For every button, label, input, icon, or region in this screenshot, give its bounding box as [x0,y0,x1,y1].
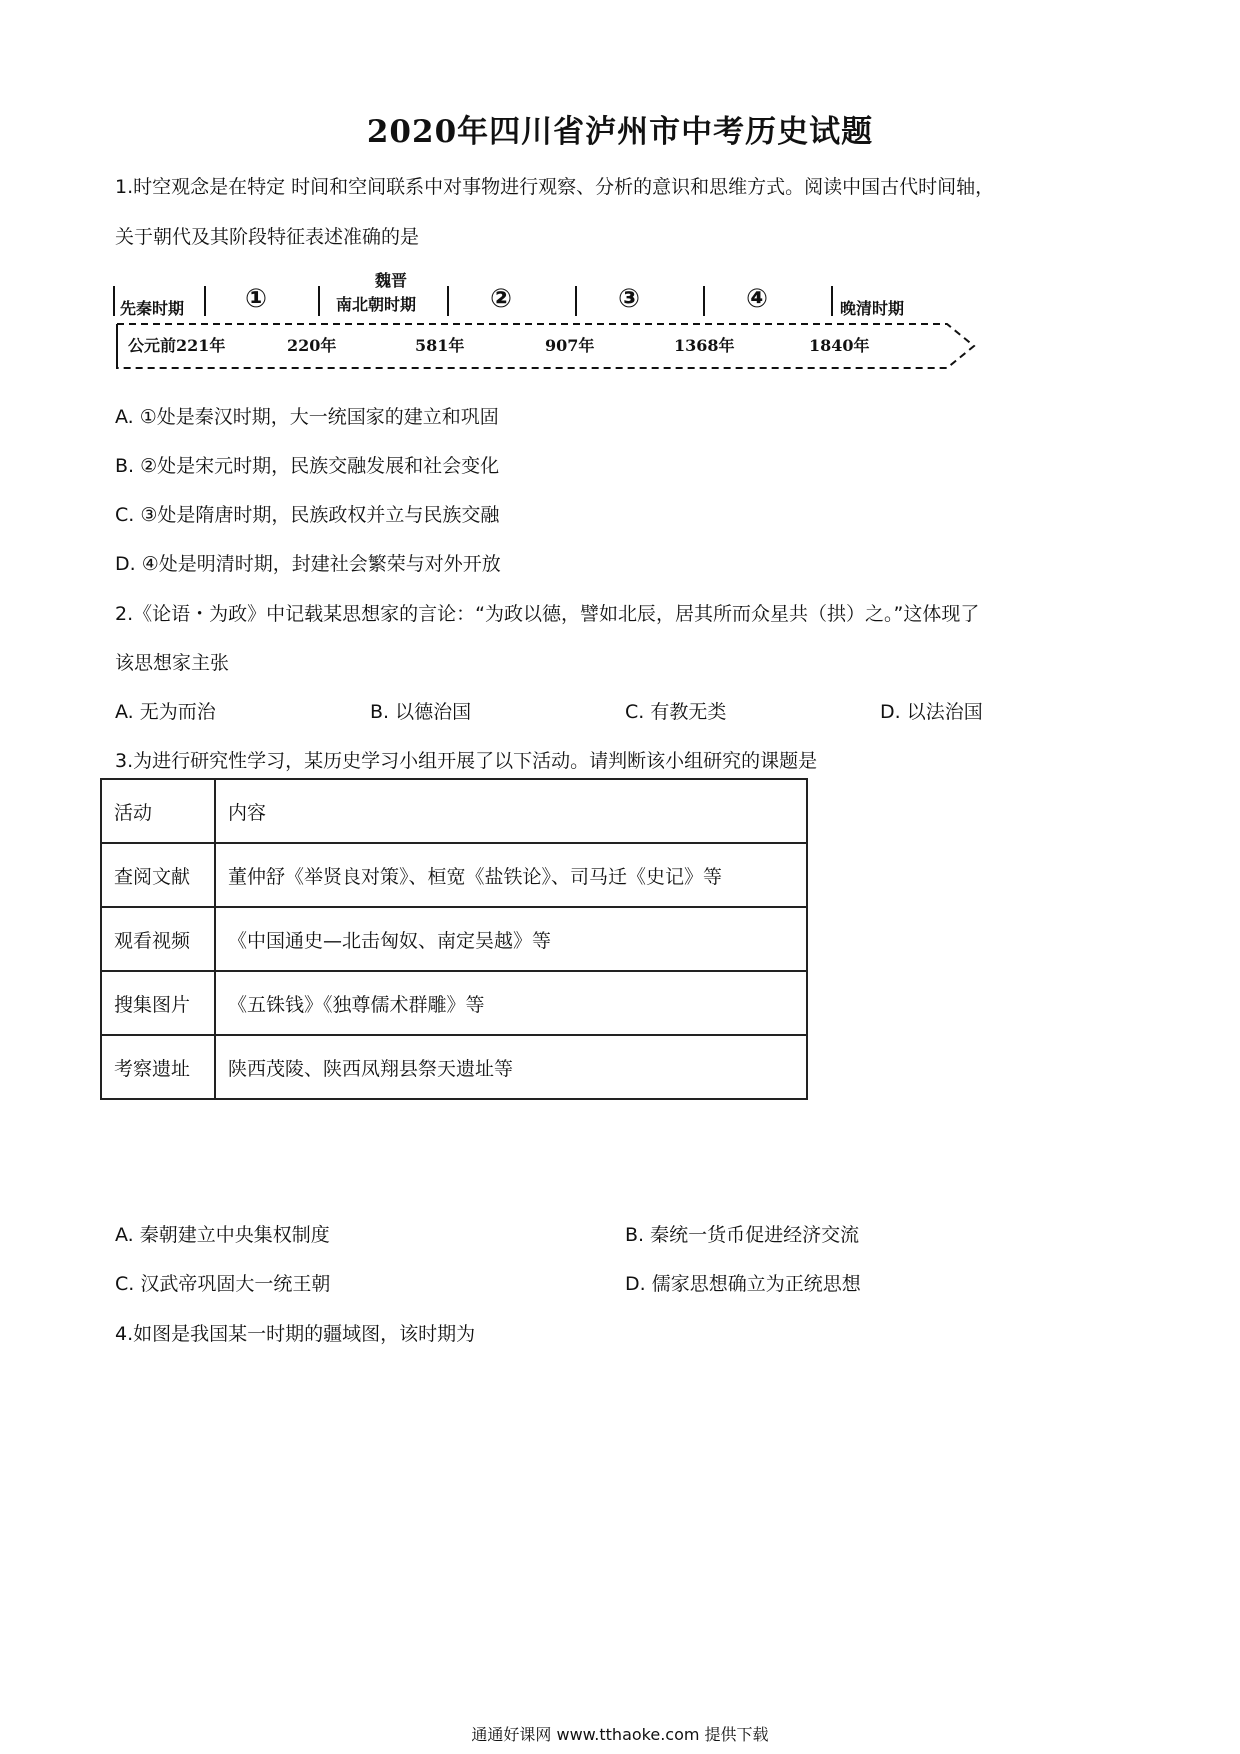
table-cell-activity: 搜集图片 [101,971,215,1035]
period-xianqin: 先秦时期 [120,299,185,318]
table-cell-content: 《中国通史—北击匈奴、南定吴越》等 [215,907,807,971]
table-cell-content: 董仲舒《举贤良对策》、桓宽《盐铁论》、司马迁《史记》等 [215,843,807,907]
q2-option-a: A. 无为而治 [115,701,216,723]
marker-1: ① [245,284,268,314]
page-footer: 通通好课网 www.tthaoke.com 提供下载 [471,1725,769,1744]
period-weijin-top: 魏晋 [375,271,408,290]
q1-option-d: D. ④处是明清时期，封建社会繁荣与对外开放 [115,553,501,575]
q1-stem-line1: 1.时空观念是在特定 时间和空间联系中对事物进行观察、分析的意识和思维方式。阅读中国古代时间轴， [115,176,995,198]
table-row [101,907,807,971]
period-weijin-bottom: 南北朝时期 [336,295,417,314]
q4-stem: 4.如图是我国某一时期的疆域图，该时期为 [115,1323,476,1345]
timeline-diagram [112,266,990,376]
year-label: 907年 [545,336,595,355]
year-label: 581年 [415,336,465,355]
q3-option-d: D. 儒家思想确立为正统思想 [625,1273,861,1295]
table-cell-activity: 考察遗址 [101,1035,215,1099]
q2-option-c: C. 有教无类 [625,701,727,723]
q1-option-b: B. ②处是宋元时期，民族交融发展和社会变化 [115,455,500,477]
table-cell-content: 陕西茂陵、陕西凤翔县祭天遗址等 [215,1035,807,1099]
q3-option-a: A. 秦朝建立中央集权制度 [115,1224,330,1246]
year-label: 1840年 [809,336,870,355]
year-label: 公元前221年 [128,336,226,355]
year-label: 220年 [287,336,337,355]
q1-option-a: A. ①处是秦汉时期，大一统国家的建立和巩固 [115,406,499,428]
q2-stem-line1: 2.《论语・为政》中记载某思想家的言论：“为政以德，譬如北辰，居其所而众星共（拱）之。”这体现了 [115,603,980,625]
table-row [101,843,807,907]
timeline-graphic [112,266,990,376]
period-wanqing: 晚清时期 [840,299,905,318]
q2-stem-line2: 该思想家主张 [115,652,230,674]
q2-option-d: D. 以法治国 [880,701,983,723]
q1-option-c: C. ③处是隋唐时期，民族政权并立与民族交融 [115,504,500,526]
research-activity-table [100,778,808,1100]
year-label: 1368年 [674,336,735,355]
q2-option-b: B. 以德治国 [370,701,472,723]
table-cell-activity: 查阅文献 [101,843,215,907]
page-title: 2020年四川省泸州市中考历史试题 [366,114,874,150]
table-header-cell: 活动 [101,779,215,843]
q3-stem: 3.为进行研究性学习，某历史学习小组开展了以下活动。请判断该小组研究的课题是 [115,750,818,772]
marker-2: ② [490,284,513,314]
table-header-cell: 内容 [215,779,807,843]
q1-stem-line2: 关于朝代及其阶段特征表述准确的是 [115,226,420,248]
marker-3: ③ [618,284,641,314]
table-header-row [101,779,807,843]
q3-option-b: B. 秦统一货币促进经济交流 [625,1224,860,1246]
table-row [101,971,807,1035]
table-row [101,1035,807,1099]
table-cell-content: 《五铢钱》《独尊儒术群雕》等 [215,971,807,1035]
marker-4: ④ [746,284,769,314]
q3-option-c: C. 汉武帝巩固大一统王朝 [115,1273,331,1295]
table-cell-activity: 观看视频 [101,907,215,971]
